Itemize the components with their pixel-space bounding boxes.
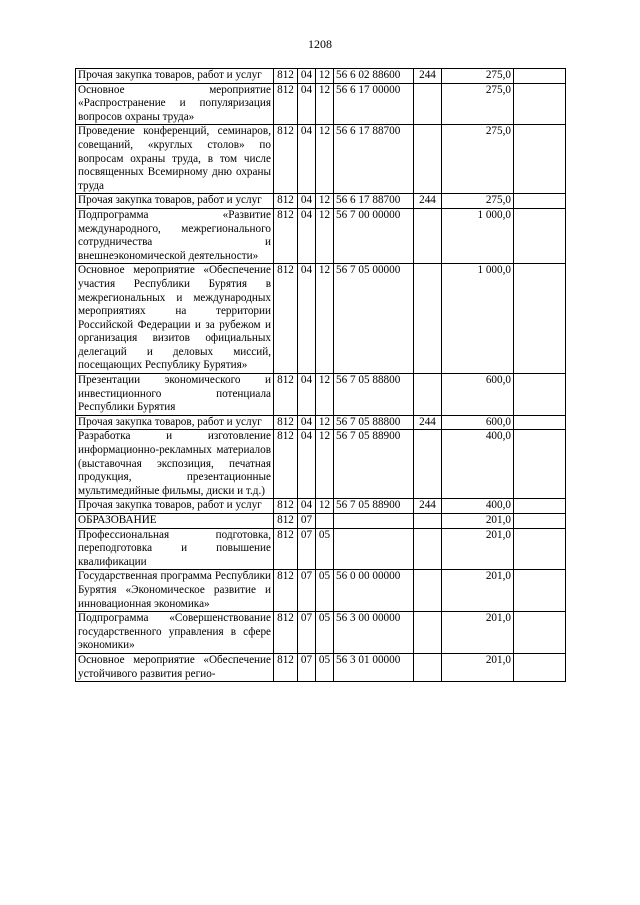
admin-code-cell: 812 xyxy=(274,528,298,570)
amount-cell: 201,0 xyxy=(442,514,514,529)
expense-type-cell xyxy=(414,514,442,529)
target-article-cell: 56 3 01 00000 xyxy=(334,653,414,681)
admin-code-cell: 812 xyxy=(274,69,298,84)
expense-type-cell xyxy=(414,430,442,499)
expense-type-cell xyxy=(414,208,442,263)
table-row xyxy=(76,125,566,194)
admin-code-cell: 812 xyxy=(274,374,298,416)
subsection-code-cell: 12 xyxy=(316,208,334,263)
row-name-cell: Прочая закупка товаров, работ и услуг xyxy=(76,499,274,514)
row-name-cell: Подпрограмма «Развитие международного, межрегионального сотрудничества и внешнеэкономической деятельности» xyxy=(76,208,274,263)
subsection-code-cell: 12 xyxy=(316,194,334,209)
empty-extra-cell xyxy=(514,612,566,654)
table-row xyxy=(76,374,566,416)
empty-extra-cell xyxy=(514,653,566,681)
subsection-code-cell: 05 xyxy=(316,653,334,681)
subsection-code-cell: 12 xyxy=(316,499,334,514)
page-number: 1208 xyxy=(308,37,332,51)
section-code-cell: 04 xyxy=(298,208,316,263)
subsection-code-cell: 12 xyxy=(316,69,334,84)
empty-extra-cell xyxy=(514,125,566,194)
admin-code-cell: 812 xyxy=(274,125,298,194)
amount-cell: 600,0 xyxy=(442,415,514,430)
section-code-cell: 04 xyxy=(298,83,316,125)
admin-code-cell: 812 xyxy=(274,83,298,125)
table-row xyxy=(76,83,566,125)
row-name-cell: Основное мероприятие «Обеспечение устойчивого развития регио- xyxy=(76,653,274,681)
amount-cell: 600,0 xyxy=(442,374,514,416)
subsection-code-cell: 05 xyxy=(316,528,334,570)
target-article-cell: 56 3 00 00000 xyxy=(334,612,414,654)
expense-type-cell: 244 xyxy=(414,194,442,209)
row-name-cell: Прочая закупка товаров, работ и услуг xyxy=(76,194,274,209)
expense-type-cell: 244 xyxy=(414,499,442,514)
section-code-cell: 07 xyxy=(298,514,316,529)
target-article-cell: 56 7 05 88900 xyxy=(334,499,414,514)
section-code-cell: 04 xyxy=(298,194,316,209)
admin-code-cell: 812 xyxy=(274,514,298,529)
expense-type-cell xyxy=(414,125,442,194)
section-code-cell: 07 xyxy=(298,528,316,570)
subsection-code-cell: 12 xyxy=(316,125,334,194)
subsection-code-cell: 12 xyxy=(316,415,334,430)
target-article-cell: 56 6 17 00000 xyxy=(334,83,414,125)
expense-type-cell: 244 xyxy=(414,69,442,84)
expense-type-cell xyxy=(414,528,442,570)
table-row xyxy=(76,499,566,514)
row-name-cell: Подпрограмма «Совершенствование государственного управления в сфере экономики» xyxy=(76,612,274,654)
table-row xyxy=(76,653,566,681)
section-code-cell: 04 xyxy=(298,415,316,430)
amount-cell: 275,0 xyxy=(442,83,514,125)
admin-code-cell: 812 xyxy=(274,430,298,499)
expense-type-cell xyxy=(414,264,442,374)
target-article-cell: 56 0 00 00000 xyxy=(334,570,414,612)
table-row xyxy=(76,612,566,654)
table-row xyxy=(76,570,566,612)
target-article-cell: 56 7 05 88800 xyxy=(334,415,414,430)
target-article-cell: 56 7 05 00000 xyxy=(334,264,414,374)
amount-cell: 201,0 xyxy=(442,528,514,570)
amount-cell: 275,0 xyxy=(442,69,514,84)
section-code-cell: 07 xyxy=(298,570,316,612)
empty-extra-cell xyxy=(514,83,566,125)
subsection-code-cell: 12 xyxy=(316,83,334,125)
amount-cell: 1 000,0 xyxy=(442,208,514,263)
target-article-cell: 56 6 02 88600 xyxy=(334,69,414,84)
section-code-cell: 04 xyxy=(298,264,316,374)
admin-code-cell: 812 xyxy=(274,570,298,612)
admin-code-cell: 812 xyxy=(274,194,298,209)
row-name-cell: Проведение конференций, семинаров, совещаний, «круглых столов» по вопросам охраны труда, в том числе посвященных Всемирному дню охраны труда xyxy=(76,125,274,194)
target-article-cell: 56 6 17 88700 xyxy=(334,194,414,209)
amount-cell: 275,0 xyxy=(442,194,514,209)
empty-extra-cell xyxy=(514,415,566,430)
subsection-code-cell: 05 xyxy=(316,612,334,654)
subsection-code-cell: 12 xyxy=(316,264,334,374)
subsection-code-cell: 05 xyxy=(316,570,334,612)
admin-code-cell: 812 xyxy=(274,499,298,514)
section-code-cell: 04 xyxy=(298,499,316,514)
row-name-cell: ОБРАЗОВАНИЕ xyxy=(76,514,274,529)
admin-code-cell: 812 xyxy=(274,264,298,374)
target-article-cell xyxy=(334,514,414,529)
admin-code-cell: 812 xyxy=(274,653,298,681)
table-body xyxy=(76,69,566,682)
row-name-cell: Прочая закупка товаров, работ и услуг xyxy=(76,415,274,430)
expense-type-cell xyxy=(414,653,442,681)
row-name-cell: Прочая закупка товаров, работ и услуг xyxy=(76,69,274,84)
row-name-cell: Разработка и изготовление информационно-рекламных материалов (выставочная экспозиция, печатная продукция, презентационные мультимедийные фильмы, диски и т.д.) xyxy=(76,430,274,499)
row-name-cell: Государственная программа Республики Бурятия «Экономическое развитие и инновационная экономика» xyxy=(76,570,274,612)
admin-code-cell: 812 xyxy=(274,612,298,654)
expense-type-cell xyxy=(414,83,442,125)
expense-type-cell: 244 xyxy=(414,415,442,430)
table-row xyxy=(76,69,566,84)
admin-code-cell: 812 xyxy=(274,208,298,263)
empty-extra-cell xyxy=(514,374,566,416)
subsection-code-cell xyxy=(316,514,334,529)
expense-type-cell xyxy=(414,612,442,654)
section-code-cell: 04 xyxy=(298,69,316,84)
expense-type-cell xyxy=(414,570,442,612)
empty-extra-cell xyxy=(514,430,566,499)
admin-code-cell: 812 xyxy=(274,415,298,430)
table-row xyxy=(76,194,566,209)
amount-cell: 201,0 xyxy=(442,653,514,681)
amount-cell: 201,0 xyxy=(442,612,514,654)
section-code-cell: 04 xyxy=(298,374,316,416)
table-row xyxy=(76,208,566,263)
target-article-cell: 56 6 17 88700 xyxy=(334,125,414,194)
table-row xyxy=(76,430,566,499)
amount-cell: 275,0 xyxy=(442,125,514,194)
amount-cell: 400,0 xyxy=(442,430,514,499)
empty-extra-cell xyxy=(514,499,566,514)
section-code-cell: 07 xyxy=(298,653,316,681)
row-name-cell: Профессиональная подготовка, переподготовка и повышение квалификации xyxy=(76,528,274,570)
subsection-code-cell: 12 xyxy=(316,374,334,416)
row-name-cell: Презентации экономического и инвестиционного потенциала Республики Бурятия xyxy=(76,374,274,416)
table-row xyxy=(76,415,566,430)
target-article-cell xyxy=(334,528,414,570)
amount-cell: 400,0 xyxy=(442,499,514,514)
table-row xyxy=(76,528,566,570)
amount-cell: 1 000,0 xyxy=(442,264,514,374)
empty-extra-cell xyxy=(514,514,566,529)
empty-extra-cell xyxy=(514,528,566,570)
amount-cell: 201,0 xyxy=(442,570,514,612)
section-code-cell: 07 xyxy=(298,612,316,654)
empty-extra-cell xyxy=(514,570,566,612)
target-article-cell: 56 7 05 88800 xyxy=(334,374,414,416)
section-code-cell: 04 xyxy=(298,125,316,194)
empty-extra-cell xyxy=(514,264,566,374)
target-article-cell: 56 7 00 00000 xyxy=(334,208,414,263)
table-row xyxy=(76,514,566,529)
subsection-code-cell: 12 xyxy=(316,430,334,499)
target-article-cell: 56 7 05 88900 xyxy=(334,430,414,499)
row-name-cell: Основное мероприятие «Обеспечение участия Республики Бурятия в межрегиональных и международных мероприятиях на территории Российской Федерации и за рубежом и организация визитов официальных делегаций и деловых миссий, посещающих Республику Бурятия» xyxy=(76,264,274,374)
budget-table xyxy=(75,68,566,682)
row-name-cell: Основное мероприятие «Распространение и популяризация вопросов охраны труда» xyxy=(76,83,274,125)
table-row xyxy=(76,264,566,374)
empty-extra-cell xyxy=(514,69,566,84)
expense-type-cell xyxy=(414,374,442,416)
empty-extra-cell xyxy=(514,208,566,263)
section-code-cell: 04 xyxy=(298,430,316,499)
empty-extra-cell xyxy=(514,194,566,209)
